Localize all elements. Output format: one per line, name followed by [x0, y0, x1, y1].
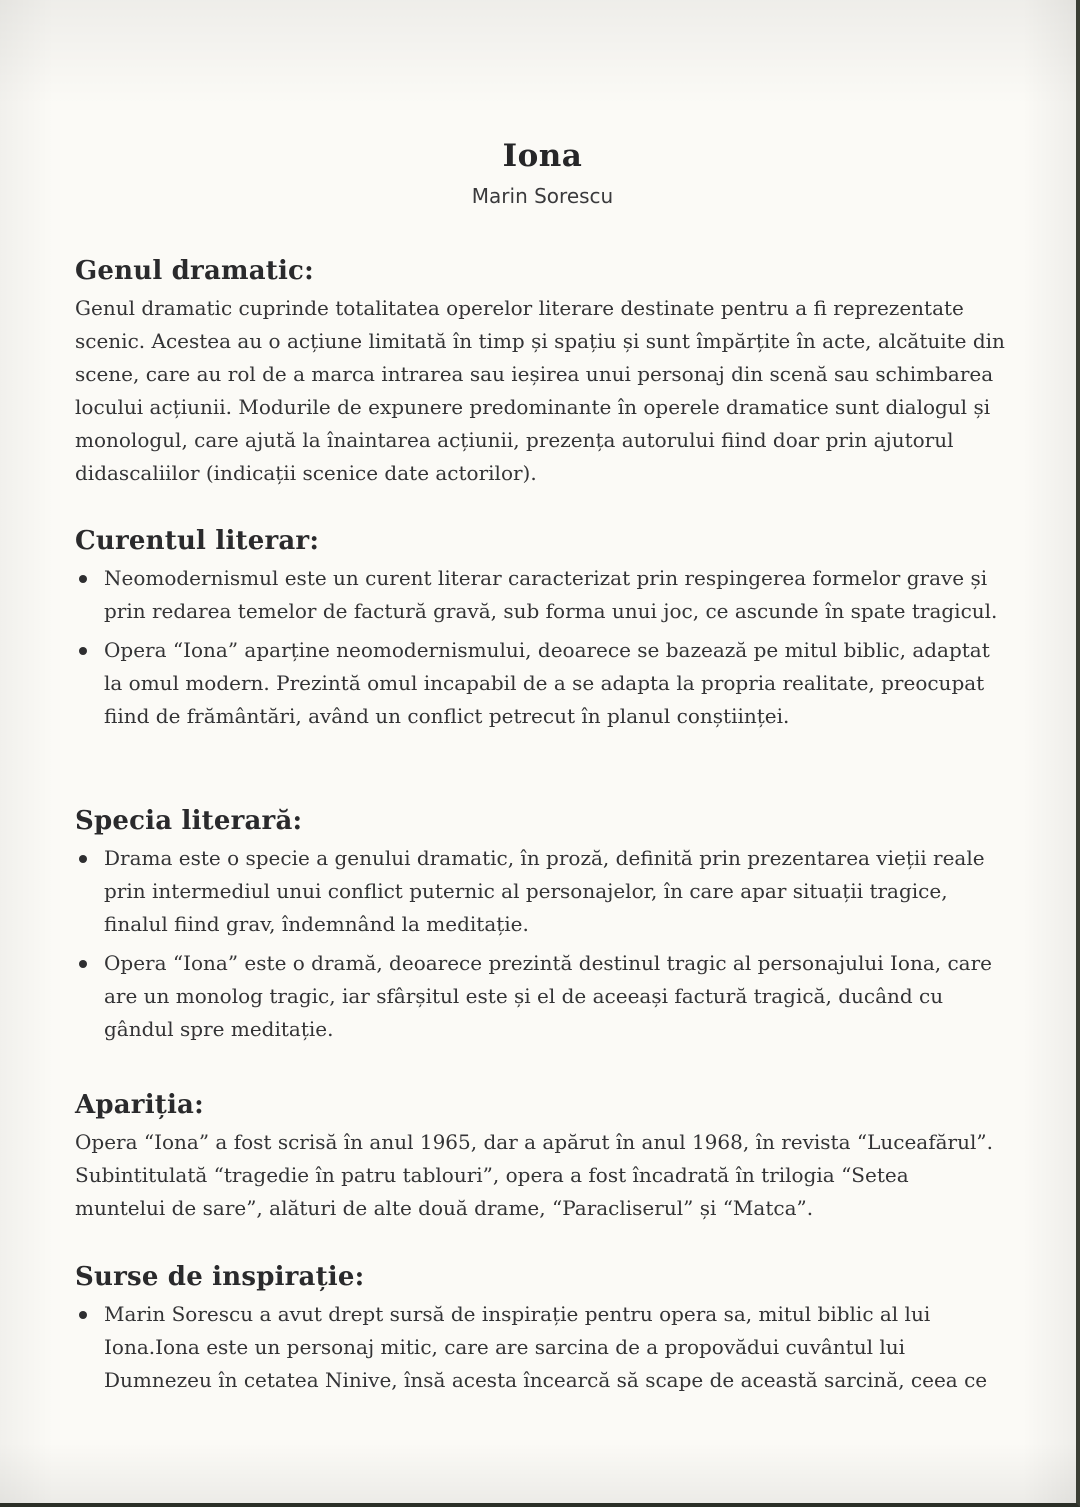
- section-heading: Apariția:: [75, 1090, 204, 1120]
- section-genul-dramatic: [75, 256, 1005, 490]
- section-curentul-literar: [75, 526, 1005, 739]
- bullet-icon: [79, 960, 87, 968]
- section-heading: Genul dramatic:: [75, 256, 314, 286]
- list-item: [75, 1298, 1005, 1397]
- list-item: [75, 634, 1005, 733]
- section-surse-de-inspiratie: [75, 1262, 1005, 1403]
- bullet-icon: [79, 1311, 87, 1319]
- section-specia-literara: [75, 806, 1005, 1052]
- document-title: Iona: [502, 138, 583, 174]
- section-aparitia: [75, 1090, 1005, 1225]
- bullet-icon: [79, 855, 87, 863]
- bullet-list: [75, 1298, 1005, 1397]
- list-item: [75, 947, 1005, 1046]
- bullet-icon: [79, 647, 87, 655]
- document-header: [75, 138, 1010, 208]
- section-paragraph: Opera “Iona” a fost scrisă în anul 1965, dar a apărut în anul 1968, în revista “Luceafărul”. Subintitulată “tragedie în patru tablouri”, opera a fost încadrată în trilogia “Setea muntelui de sare”, alături de alte două drame, “Paracliserul” și “Matca”.: [75, 1130, 993, 1220]
- list-item-text: Marin Sorescu a avut drept sursă de inspirație pentru opera sa, mitul biblic al lui Iona.Iona este un personaj mitic, care are sarcina de a propovădui cuvântul lui Dumnezeu în cetatea Ninive, însă acesta încearcă să scape de această sarcină, ceea ce: [104, 1302, 988, 1392]
- document-author: Marin Sorescu: [471, 184, 614, 208]
- list-item-text: Drama este o specie a genului dramatic, în proză, definită prin prezentarea vieții reale prin intermediul unui conflict puternic al personajelor, în care apar situații tragice, finalul fiind grav, îndemnând la meditație.: [104, 846, 985, 936]
- section-heading: Specia literară:: [75, 806, 303, 836]
- list-item-text: Opera “Iona” aparține neomodernismului, deoarece se bazează pe mitul biblic, adaptat la omul modern. Prezintă omul incapabil de a se adapta la propria realitate, preocupat fiind de frământări, având un conflict petrecut în planul conștiinței.: [104, 638, 990, 728]
- list-item: [75, 562, 1005, 628]
- section-paragraph: Genul dramatic cuprinde totalitatea operelor literare destinate pentru a fi reprezentate scenic. Acestea au o acțiune limitată în timp și spațiu și sunt împărțite în acte, alcătuite din scene, care au rol de a marca intrarea sau ieșirea unui personaj din scenă sau schimbarea locului acțiunii. Modurile de expunere predominante în operele dramatice sunt dialogul și monologul, care ajută la înaintarea acțiunii, prezența autorului fiind doar prin ajutorul didascaliilor (indicații scenice date actorilor).: [75, 296, 1005, 485]
- section-heading: Curentul literar:: [75, 526, 320, 556]
- section-heading: Surse de inspirație:: [75, 1262, 365, 1292]
- bullet-list: [75, 842, 1005, 1046]
- bullet-list: [75, 562, 1005, 733]
- list-item-text: Neomodernismul este un curent literar caracterizat prin respingerea formelor grave și prin redarea temelor de factură gravă, sub forma unui joc, ce ascunde în spate tragicul.: [104, 566, 998, 623]
- document-page: [75, 138, 1007, 1392]
- list-item-text: Opera “Iona” este o dramă, deoarece prezintă destinul tragic al personajului Iona, care are un monolog tragic, iar sfârșitul este și el de aceeași factură tragică, ducând cu gândul spre meditație.: [104, 951, 992, 1041]
- list-item: [75, 842, 1005, 941]
- bullet-icon: [79, 575, 87, 583]
